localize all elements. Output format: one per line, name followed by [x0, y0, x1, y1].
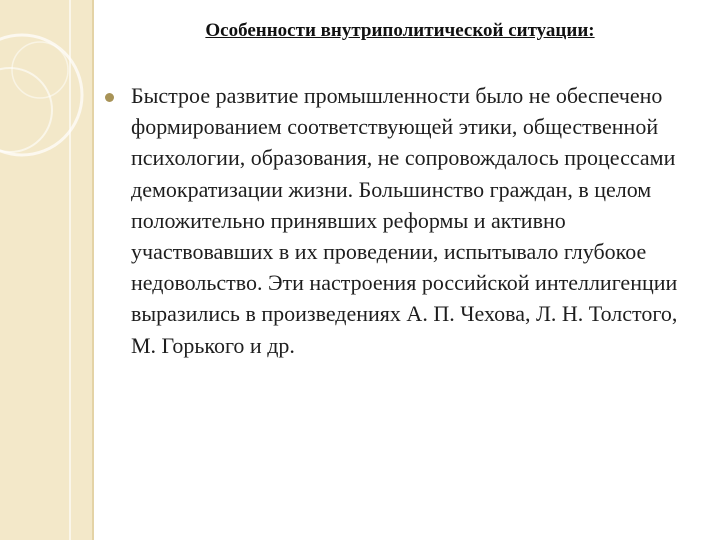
panel-divider — [92, 0, 94, 540]
decorative-rings — [0, 0, 92, 540]
decorative-side-panel — [0, 0, 92, 540]
bullet-item — [105, 80, 695, 361]
bullet-icon — [105, 93, 114, 102]
slide-content — [105, 80, 695, 361]
slide-title: Особенности внутриполитической ситуации: — [205, 20, 595, 41]
bullet-text: Быстрое развитие промышленности было не обеспечено формированием соответствующей этики, общественной психологии, образования, не сопровождалось процессами демократизации жизни. Большинство граждан, в целом положительно принявших реформы и активно участвовавших в их проведении, испытывало глубокое недовольство. Эти настроения российской интеллигенции выразились в произведениях А. П. Чехова, Л. Н. Толстого, М. Горького и др. — [131, 83, 678, 358]
